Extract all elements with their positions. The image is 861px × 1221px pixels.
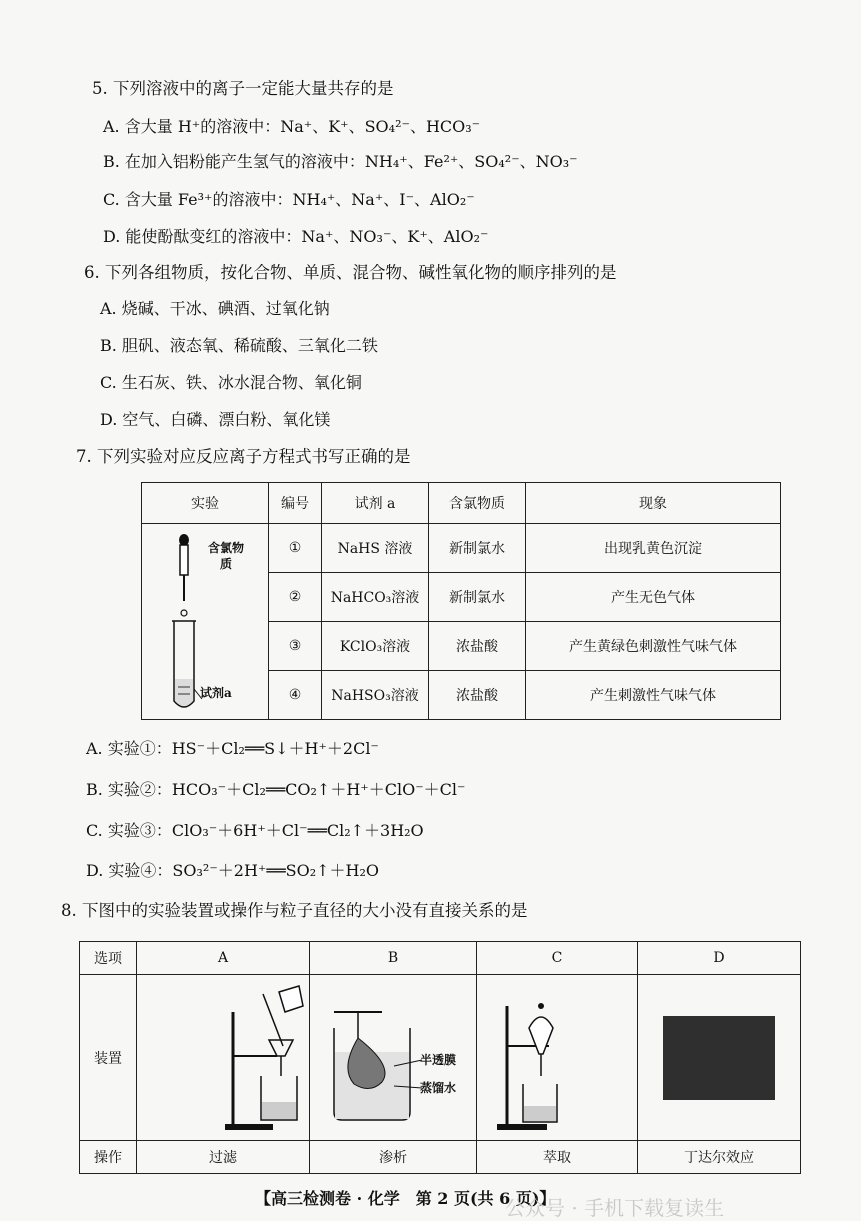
- q7-row2-phenomenon: 产生无色气体: [526, 573, 781, 622]
- q8-col-c: C: [477, 942, 638, 975]
- q8-label-membrane: 半透膜: [420, 1053, 457, 1067]
- q7-row4-phenomenon: 产生刺激性气味气体: [526, 671, 781, 720]
- q7-stem: 7. 下列实验对应反应离子方程式书写正确的是: [76, 447, 411, 466]
- q7-row1-reagent: NaHS 溶液: [322, 524, 429, 573]
- q7-header-reagent: 试剂 a: [322, 483, 429, 524]
- q8-col-d: D: [638, 942, 801, 975]
- q6-option-d: D. 空气、白磷、漂白粉、氧化镁: [100, 410, 331, 429]
- q8-table: [79, 941, 801, 1174]
- q8-op-label: 操作: [80, 1141, 137, 1174]
- q8-device-d: [638, 975, 801, 1141]
- q8-op-c: 萃取: [477, 1141, 638, 1174]
- q8-op-b: 渗析: [310, 1141, 477, 1174]
- q7-header-phenomenon: 现象: [526, 483, 781, 524]
- q8-col-b: B: [310, 942, 477, 975]
- q8-device-label: 装置: [80, 975, 137, 1141]
- q5-option-d: D. 能使酚酞变红的溶液中：Na⁺、NO₃⁻、K⁺、AlO₂⁻: [103, 227, 489, 246]
- q8-header-option: 选项: [80, 942, 137, 975]
- extraction-apparatus-diagram: [477, 976, 637, 1140]
- q7-label-chlorine: 含氯物质: [207, 541, 244, 571]
- q7-row3-chlorine: 浓盐酸: [429, 622, 526, 671]
- q6-option-b: B. 胆矾、液态氧、稀硫酸、三氧化二铁: [100, 336, 378, 355]
- q7-row3-reagent: KClO₃溶液: [322, 622, 429, 671]
- q7-row2-reagent: NaHCO₃溶液: [322, 573, 429, 622]
- q8-device-b: [310, 975, 477, 1141]
- q7-row1-phenomenon: 出现乳黄色沉淀: [526, 524, 781, 573]
- q7-row3-number: ③: [269, 622, 322, 671]
- q8-device-a: [137, 975, 310, 1141]
- q7-header-chlorine: 含氯物质: [429, 483, 526, 524]
- tyndall-effect-photo: [663, 1016, 775, 1100]
- q7-label-reagent: 试剂a: [200, 686, 232, 700]
- q7-option-b: B. 实验②：HCO₃⁻＋Cl₂══CO₂↑＋H⁺＋ClO⁻＋Cl⁻: [86, 780, 466, 799]
- q7-apparatus-cell: [142, 524, 269, 720]
- q7-header-experiment: 实验: [142, 483, 269, 524]
- q8-op-a: 过滤: [137, 1141, 310, 1174]
- q7-option-c: C. 实验③：ClO₃⁻＋6H⁺＋Cl⁻══Cl₂↑＋3H₂O: [86, 821, 424, 840]
- q7-option-a: A. 实验①：HS⁻＋Cl₂══S↓＋H⁺＋2Cl⁻: [86, 739, 379, 758]
- q5-option-b: B. 在加入铝粉能产生氢气的溶液中：NH₄⁺、Fe²⁺、SO₄²⁻、NO₃⁻: [103, 152, 578, 171]
- q7-row1-chlorine: 新制氯水: [429, 524, 526, 573]
- q7-table: [141, 482, 781, 720]
- q7-row3-phenomenon: 产生黄绿色刺激性气味气体: [526, 622, 781, 671]
- q7-row2-number: ②: [269, 573, 322, 622]
- q6-option-a: A. 烧碱、干冰、碘酒、过氧化钠: [100, 299, 330, 318]
- q7-row4-number: ④: [269, 671, 322, 720]
- watermark: 公众号 · 手机下载复读生: [505, 1196, 725, 1220]
- q5-option-a: A. 含大量 H⁺的溶液中：Na⁺、K⁺、SO₄²⁻、HCO₃⁻: [103, 117, 481, 136]
- q8-stem: 8. 下图中的实验装置或操作与粒子直径的大小没有直接关系的是: [61, 901, 528, 920]
- q7-row4-chlorine: 浓盐酸: [429, 671, 526, 720]
- q8-col-a: A: [137, 942, 310, 975]
- q6-option-c: C. 生石灰、铁、冰水混合物、氧化铜: [100, 373, 362, 392]
- q8-label-water: 蒸馏水: [420, 1081, 457, 1095]
- filtration-apparatus-diagram: [137, 976, 309, 1140]
- q7-row2-chlorine: 新制氯水: [429, 573, 526, 622]
- q5-option-c: C. 含大量 Fe³⁺的溶液中：NH₄⁺、Na⁺、I⁻、AlO₂⁻: [103, 190, 475, 209]
- q7-row1-number: ①: [269, 524, 322, 573]
- q5-stem: 5. 下列溶液中的离子一定能大量共存的是: [92, 79, 394, 98]
- q8-device-c: [477, 975, 638, 1141]
- q7-option-d: D. 实验④：SO₃²⁻＋2H⁺══SO₂↑＋H₂O: [86, 861, 380, 880]
- q6-stem: 6. 下列各组物质，按化合物、单质、混合物、碱性氧化物的顺序排列的是: [84, 263, 617, 282]
- page-footer: 【高三检测卷 · 化学 第 2 页(共 6 页)】: [255, 1189, 556, 1208]
- q7-header-number: 编号: [269, 483, 322, 524]
- q7-row4-reagent: NaHSO₃溶液: [322, 671, 429, 720]
- q8-op-d: 丁达尔效应: [638, 1141, 801, 1174]
